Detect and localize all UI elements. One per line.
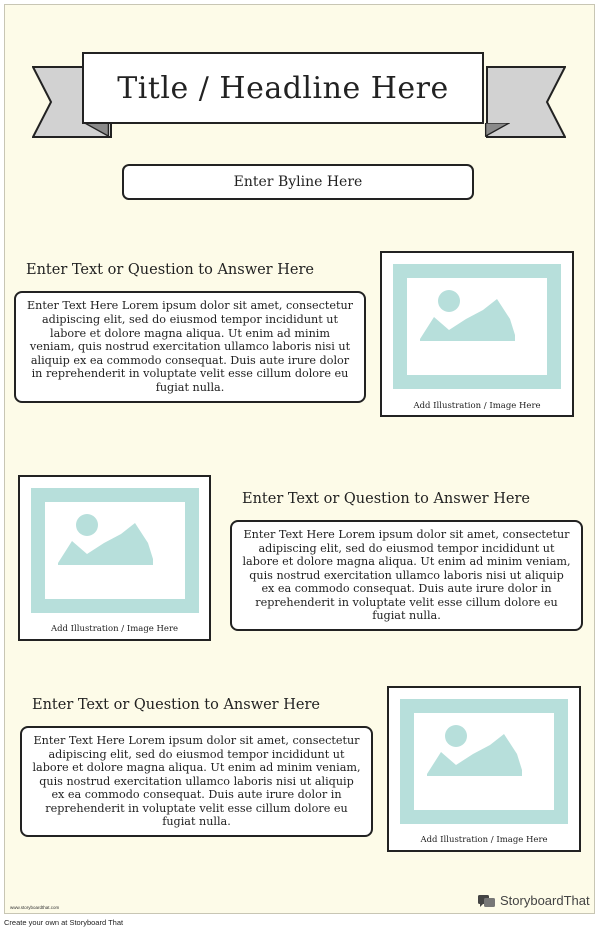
byline-text: Enter Byline Here (233, 174, 363, 190)
section-2-image-box[interactable] (18, 475, 211, 641)
section-2-heading[interactable]: Enter Text or Question to Answer Here (242, 491, 530, 507)
image-caption: Add Illustration / Image Here (50, 624, 179, 634)
storyboard-logo-icon (478, 894, 496, 908)
brand-name: StoryboardThat (500, 893, 590, 908)
section-3-textbox[interactable] (20, 726, 373, 837)
byline-box[interactable] (122, 164, 474, 200)
section-1-heading[interactable]: Enter Text or Question to Answer Here (26, 262, 314, 278)
image-caption: Add Illustration / Image Here (420, 835, 548, 845)
create-your-own-link[interactable]: Create your own at Storyboard That (4, 918, 124, 927)
section-1-image-box[interactable] (380, 251, 574, 417)
page-title: Title / Headline Here (117, 70, 449, 106)
section-3-body: Enter Text Here Lorem ipsum dolor sit amet, consectetur adipiscing elit, sed do eiusmod tempor incididunt ut labore et dolore magna aliqua. Ut enim ad minim veniam, quis nostrud exercitation ullamco laboris nisi ut aliquip ex ea commodo consequat. Duis aute irure dolor in reprehenderit in voluptate velit esse cillum dolore eu fugiat nulla. (32, 733, 361, 829)
section-2-body: Enter Text Here Lorem ipsum dolor sit amet, consectetur adipiscing elit, sed do eiusmod tempor incididunt ut labore et dolore magna aliqua. Ut enim ad minim veniam, quis nostrud exercitation ullamco laboris nisi ut aliquip ex ea commodo consequat. Duis aute irure dolor in reprehenderit in voluptate velit esse cillum dolore eu fugiat nulla. (242, 527, 571, 623)
image-placeholder-icon (20, 477, 213, 643)
footer-url[interactable]: www.storyboardthat.com (10, 905, 60, 910)
section-1-textbox[interactable] (14, 291, 366, 403)
section-3-image-box[interactable] (387, 686, 581, 852)
title-box[interactable] (82, 52, 484, 124)
image-placeholder-icon (382, 253, 576, 419)
section-3-heading[interactable]: Enter Text or Question to Answer Here (32, 697, 320, 713)
section-2-textbox[interactable] (230, 520, 583, 631)
banner-fold-left (84, 123, 110, 137)
banner-fold-right (484, 123, 510, 137)
image-placeholder-icon (389, 688, 583, 854)
brand-logo[interactable] (478, 893, 590, 908)
section-1-body: Enter Text Here Lorem ipsum dolor sit amet, consectetur adipiscing elit, sed do eiusmod tempor incididunt ut labore et dolore magna aliqua. Ut enim ad minim veniam, quis nostrud exercitation ullamco laboris nisi ut aliquip ex ea commodo consequat. Duis aute irure dolor in reprehenderit in voluptate velit esse cillum dolore eu fugiat nulla. (26, 299, 353, 394)
image-caption: Add Illustration / Image Here (413, 401, 541, 411)
